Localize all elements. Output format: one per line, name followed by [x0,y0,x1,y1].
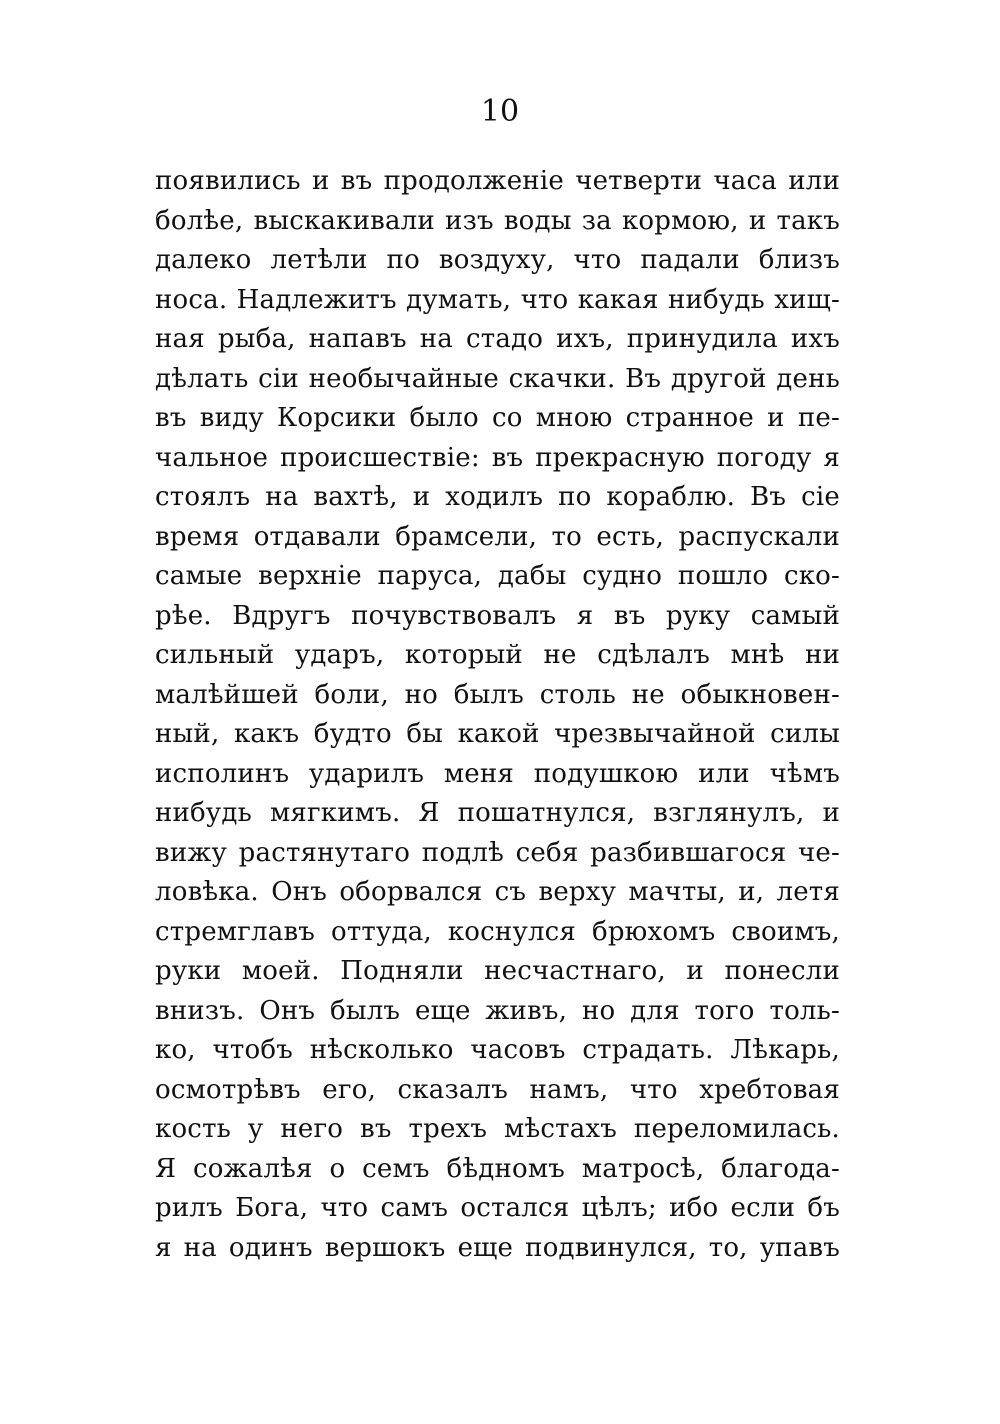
text-line: въ виду Корсики было со мною странное и пе- [155,403,840,433]
text-line: внизъ. Онъ былъ еще живъ, но для того толь- [155,995,840,1026]
text-line: осмотрѣвъ его, сказалъ намъ, что хребтовая [155,1074,840,1105]
text-line: вижу растянутаго подлѣ себя разбившагося че- [155,837,840,868]
text-line: рѣе. Вдругъ почувствовалъ я въ руку самый [155,600,840,631]
text-line: время отдавали брамсели, то есть, распускали [155,521,840,552]
text-line: кость у него въ трехъ мѣстахъ переломилась. [155,1114,840,1144]
body-text [155,162,840,1268]
text-line: стоялъ на вахтѣ, и ходилъ по кораблю. Въ сіе [155,482,840,512]
text-line: самые верхніе паруса, дабы судно пошло ско- [155,561,840,591]
text-line: ный, какъ будто бы какой чрезвычайной силы [155,719,840,749]
text-line: носа. Надлежитъ думать, что какая нибудь хищ- [155,284,840,315]
text-line: рилъ Бога, что самъ остался цѣлъ; ибо если бъ [155,1193,840,1223]
text-line: появились и въ продолженіе четверти часа или [155,166,840,196]
text-line: ная рыба, напавъ на стадо ихъ, принудила ихъ [155,324,840,354]
page-number: 10 [480,94,520,129]
text-line: болѣе, выскакивали изъ воды за кормою, и такъ [155,205,840,236]
text-line: сильный ударъ, который не сдѣлалъ мнѣ ни [155,640,840,670]
text-line: нибудь мягкимъ. Я пошатнулся, взглянулъ, и [155,798,840,828]
text-line: я на одинъ вершокъ еще подвинулся, то, упавъ [155,1232,840,1263]
text-line: ловѣка. Онъ оборвался съ верху мачты, и, летя [155,877,840,907]
text-line: чальное происшествіе: въ прекрасную погоду я [155,442,840,473]
text-line: исполинъ ударилъ меня подушкою или чѣмъ [155,758,840,789]
text-line: руки моей. Подняли несчастнаго, и понесли [155,956,840,986]
text-line: ко, чтобъ нѣсколько часовъ страдать. Лѣкарь, [155,1035,840,1065]
text-line: далеко летѣли по воздуху, что падали близъ [155,245,840,275]
text-line: малѣйшей боли, но былъ столь не обыкновен- [155,679,840,710]
text-line: Я сожалѣя о семъ бѣдномъ матросѣ, благода- [155,1153,840,1184]
text-line: стремглавъ оттуда, коснулся брюхомъ своимъ, [155,916,840,947]
text-line: дѣлать сіи необычайные скачки. Въ другой день [155,363,840,394]
